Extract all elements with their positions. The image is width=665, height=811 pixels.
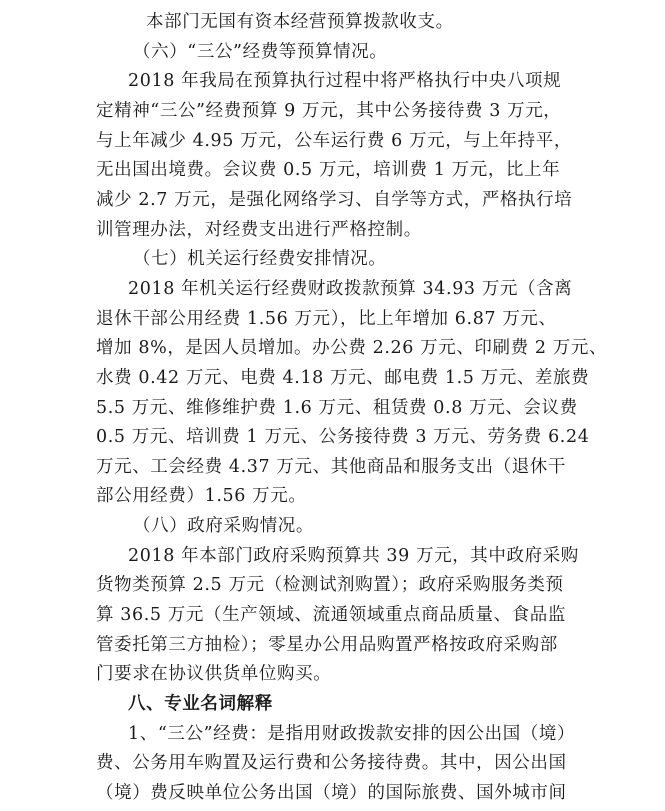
paragraph-line: 1、“三公”经费：是指用财政拨款安排的因公出国（境） xyxy=(128,723,576,744)
paragraph-line: 与上年减少 4.95 万元，公车运行费 6 万元，与上年持平， xyxy=(96,130,572,151)
paragraph-line: 减少 2.7 万元，是强化网络学习、自学等方式，严格执行培 xyxy=(96,189,573,210)
paragraph-line: 货物类预算 2.5 万元（检测试剂购置）；政府采购服务类预 xyxy=(96,575,564,596)
section-heading-six: （六）“三公”经费等预算情况。 xyxy=(133,41,388,62)
paragraph-line: 门要求在协议供货单位购买。 xyxy=(96,664,332,685)
paragraph-line: 水费 0.42 万元、电费 4.18 万元、邮电费 1.5 万元、差旅费 xyxy=(96,367,590,388)
paragraph-line: 2018 年机关运行经费财政拨款预算 34.93 万元（含离 xyxy=(128,278,573,299)
section-heading-eight: （八）政府采购情况。 xyxy=(133,516,314,537)
paragraph-line: 本部门无国有资本经营预算拨款收支。 xyxy=(146,12,454,32)
paragraph-line: 管委托第三方抽检）；零星办公用品购置严格按政府采购部 xyxy=(96,634,558,655)
paragraph-line: 万元、工会经费 4.37 万元、其他商品和服务支出（退休干 xyxy=(96,456,566,477)
paragraph-line: 部公用经费）1.56 万元。 xyxy=(96,486,307,507)
section-title-terms: 八、专业名词解释 xyxy=(128,694,273,715)
paragraph-line: 算 36.5 万元（生产领域、流通领域重点商品质量、食品监 xyxy=(96,605,566,626)
section-heading-seven: （七）机关运行经费安排情况。 xyxy=(133,249,387,270)
paragraph-line: 训管理办法，对经费支出进行严格控制。 xyxy=(96,219,422,240)
paragraph-line: 2018 年我局在预算执行过程中将严格执行中央八项规 xyxy=(128,71,562,92)
paragraph-line: 定精神“三公”经费预算 9 万元，其中公务接待费 3 万元， xyxy=(96,100,562,121)
paragraph-line: 退休干部公用经费 1.56 万元），比上年增加 6.87 万元、 xyxy=(96,308,557,329)
paragraph-line: （境）费反映单位公务出国（境）的国际旅费、国外城市间 xyxy=(96,783,567,803)
paragraph-line: 无出国出境费。会议费 0.5 万元，培训费 1 万元，比上年 xyxy=(96,160,561,181)
paragraph-line: 2018 年本部门政府采购预算共 39 万元，其中政府采购 xyxy=(128,545,579,566)
paragraph-line: 5.5 万元、维修维护费 1.6 万元、租赁费 0.8 万元、会议费 xyxy=(96,397,578,418)
paragraph-line: 费、公务用车购置及运行费和公务接待费。其中，因公出国 xyxy=(96,753,567,774)
paragraph-line: 0.5 万元、培训费 1 万元、公务接待费 3 万元、劳务费 6.24 xyxy=(96,427,590,448)
paragraph-line: 增加 8%，是因人员增加。办公费 2.26 万元、印刷费 2 万元、 xyxy=(96,338,608,359)
